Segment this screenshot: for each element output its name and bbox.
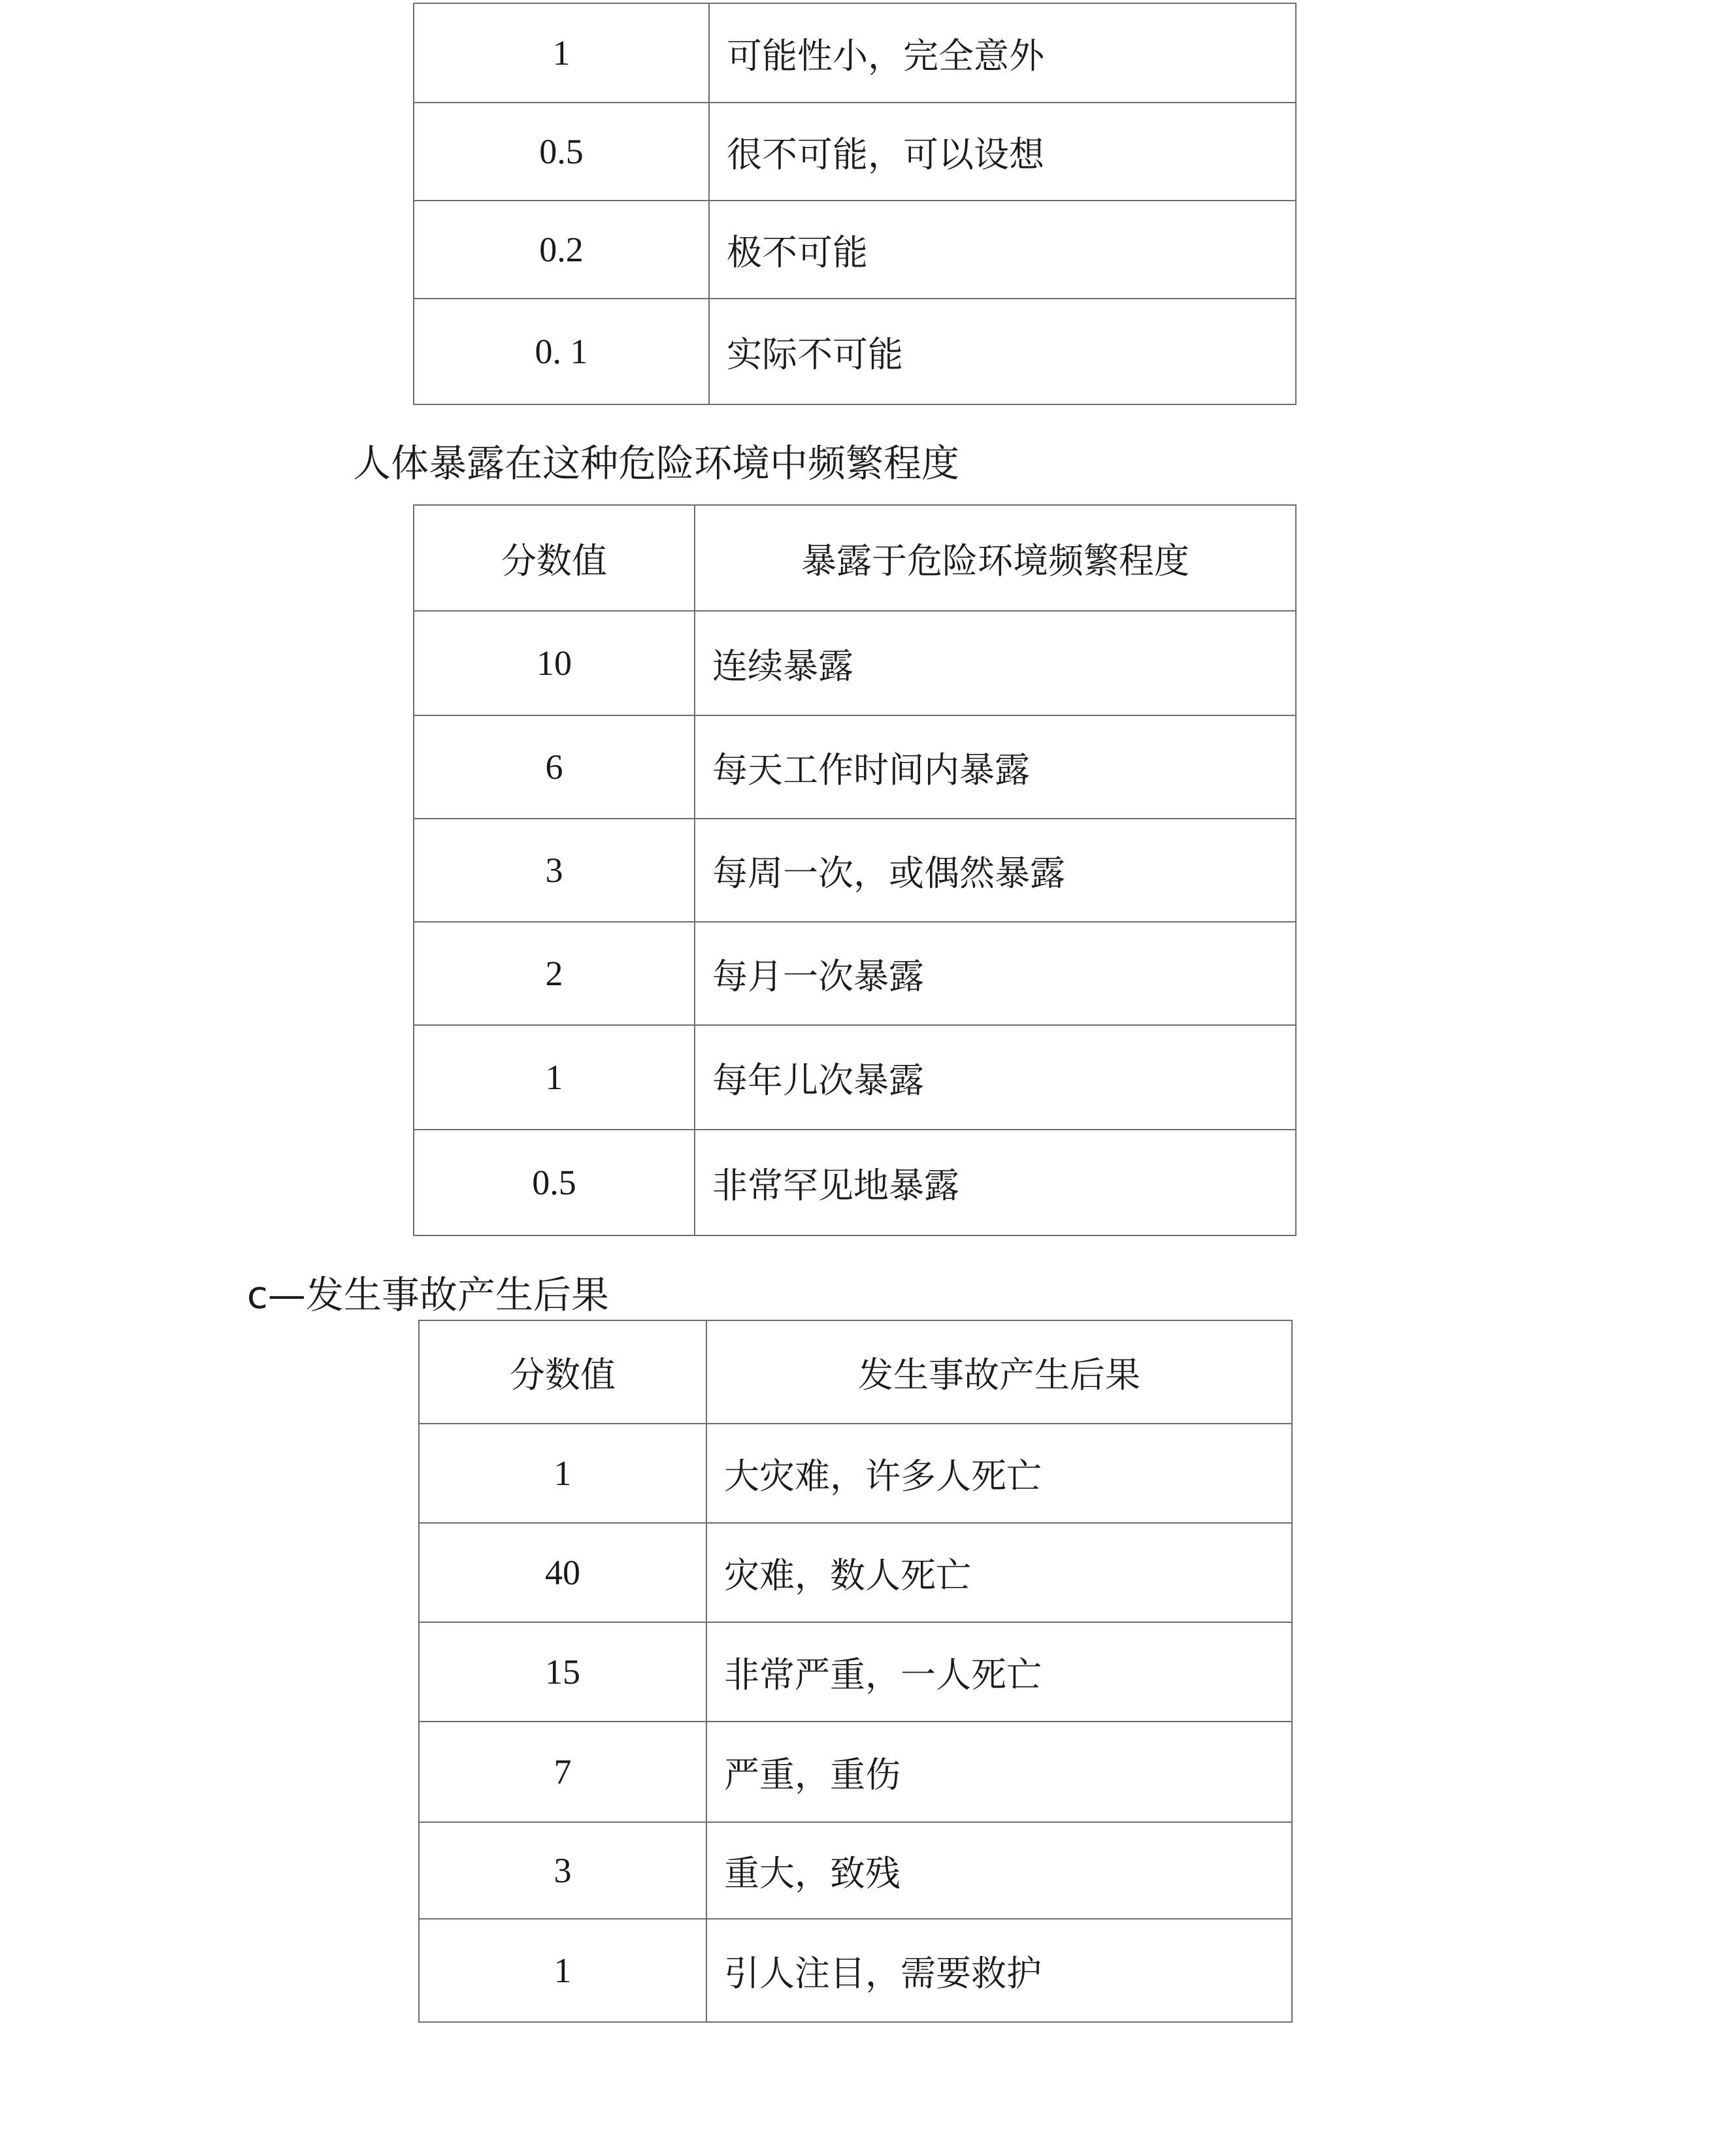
score-cell: 0. 1 [414,299,709,404]
table-row [419,1822,1292,1919]
description-cell: 严重，重伤 [706,1722,1292,1822]
table-header-row [414,505,1296,611]
score-cell: 3 [414,819,695,922]
description-cell: 可能性小，完全意外 [709,3,1296,103]
table-row [414,3,1296,103]
table-row [419,1919,1292,2022]
exposure-section-title: 人体暴露在这种危险环境中频繁程度 [353,441,960,485]
description-cell: 每年儿次暴露 [695,1025,1296,1130]
score-cell: 0.5 [414,103,709,201]
description-cell: 每天工作时间内暴露 [695,715,1296,819]
score-cell: 40 [419,1523,706,1622]
score-cell: 3 [419,1822,706,1919]
description-cell: 很不可能，可以设想 [709,103,1296,201]
score-cell: 0.5 [414,1130,695,1235]
description-cell: 每周一次，或偶然暴露 [695,819,1296,922]
table-row [414,299,1296,404]
description-cell: 重大，致残 [706,1822,1292,1919]
table-row [414,1025,1296,1130]
table-row [414,103,1296,201]
score-cell: 0.2 [414,201,709,299]
consequence-table [418,1320,1293,2023]
score-cell: 10 [414,611,695,715]
description-cell: 非常罕见地暴露 [695,1130,1296,1235]
table-row [419,1722,1292,1822]
description-cell: 连续暴露 [695,611,1296,715]
table-row [419,1424,1292,1523]
likelihood-table [413,3,1297,405]
description-column-header: 发生事故产生后果 [706,1320,1292,1424]
exposure-table [413,504,1297,1236]
score-cell: 1 [419,1424,706,1523]
table-row [419,1523,1292,1622]
score-cell: 2 [414,922,695,1025]
table-row [419,1622,1292,1722]
score-cell: 1 [414,3,709,103]
table-row [414,611,1296,715]
table-row [414,201,1296,299]
score-cell: 15 [419,1622,706,1722]
description-column-header: 暴露于危险环境频繁程度 [695,505,1296,611]
description-cell: 非常严重，一人死亡 [706,1622,1292,1722]
score-column-header: 分数值 [414,505,695,611]
description-cell: 引人注目，需要救护 [706,1919,1292,2022]
description-cell: 极不可能 [709,201,1296,299]
table-row [414,1130,1296,1235]
description-cell: 大灾难，许多人死亡 [706,1424,1292,1523]
consequence-section-title: c—发生事故产生后果 [247,1273,609,1317]
table-header-row [419,1320,1292,1424]
table-row [414,922,1296,1025]
score-column-header: 分数值 [419,1320,706,1424]
description-cell: 每月一次暴露 [695,922,1296,1025]
description-cell: 灾难，数人死亡 [706,1523,1292,1622]
score-cell: 1 [419,1919,706,2022]
score-cell: 1 [414,1025,695,1130]
score-cell: 6 [414,715,695,819]
description-cell: 实际不可能 [709,299,1296,404]
table-row [414,819,1296,922]
table-row [414,715,1296,819]
score-cell: 7 [419,1722,706,1822]
